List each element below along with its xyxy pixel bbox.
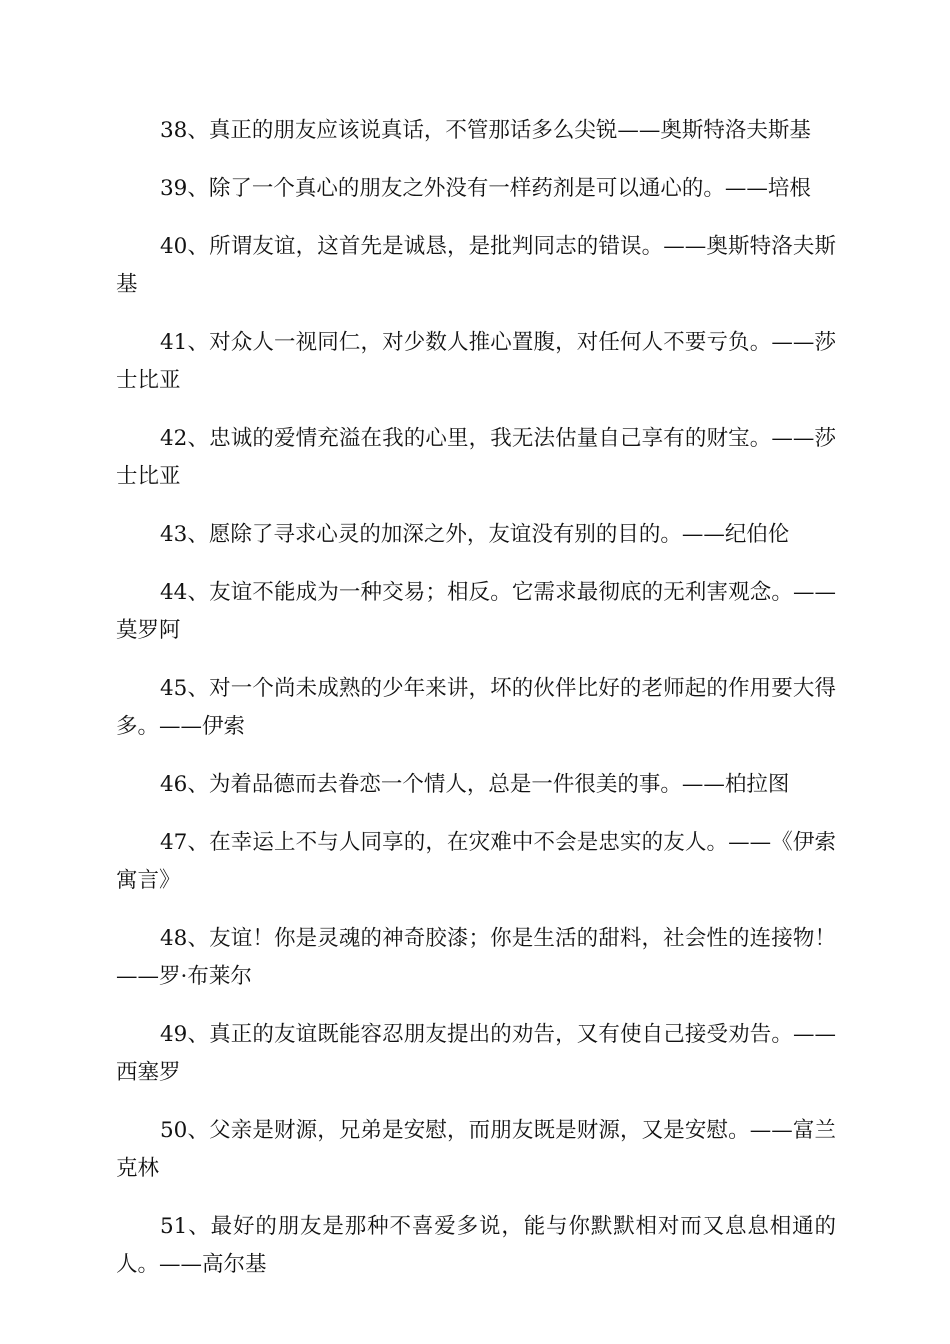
quote-paragraph-44: 44、友谊不能成为一种交易；相反。它需求最彻底的无利害观念。——莫罗阿 [116,580,836,643]
quote-paragraph-50: 50、父亲是财源，兄弟是安慰，而朋友既是财源，又是安慰。——富兰克林 [116,1118,836,1181]
quote-paragraph-43: 43、愿除了寻求心灵的加深之外，友谊没有别的目的。——纪伯伦 [160,522,790,547]
quote-paragraph-48: 48、友谊！你是灵魂的神奇胶漆；你是生活的甜料，社会性的连接物！——罗·布莱尔 [116,926,836,989]
quote-paragraph-45: 45、对一个尚未成熟的少年来讲，坏的伙伴比好的老师起的作用要大得多。——伊索 [116,676,836,739]
quote-paragraph-46: 46、为着品德而去眷恋一个情人，总是一件很美的事。——柏拉图 [160,772,790,797]
quote-paragraph-47: 47、在幸运上不与人同享的，在灾难中不会是忠实的友人。——《伊索寓言》 [116,830,836,893]
quote-paragraph-41: 41、对众人一视同仁，对少数人推心置腹，对任何人不要亏负。——莎士比亚 [116,330,836,393]
quote-paragraph-42: 42、忠诚的爱情充溢在我的心里，我无法估量自己享有的财宝。——莎士比亚 [116,426,836,489]
quote-paragraph-51: 51、最好的朋友是那种不喜爱多说，能与你默默相对而又息息相通的人。——高尔基 [116,1214,836,1277]
quote-paragraph-39: 39、除了一个真心的朋友之外没有一样药剂是可以通心的。——培根 [160,176,811,201]
quote-list [116,112,836,1304]
quote-paragraph-38: 38、真正的朋友应该说真话，不管那话多么尖锐——奥斯特洛夫斯基 [160,118,811,143]
quote-paragraph-40: 40、所谓友谊，这首先是诚恳，是批判同志的错误。——奥斯特洛夫斯基 [116,234,836,297]
quote-paragraph-49: 49、真正的友谊既能容忍朋友提出的劝告，又有使自己接受劝告。——西塞罗 [116,1022,836,1085]
